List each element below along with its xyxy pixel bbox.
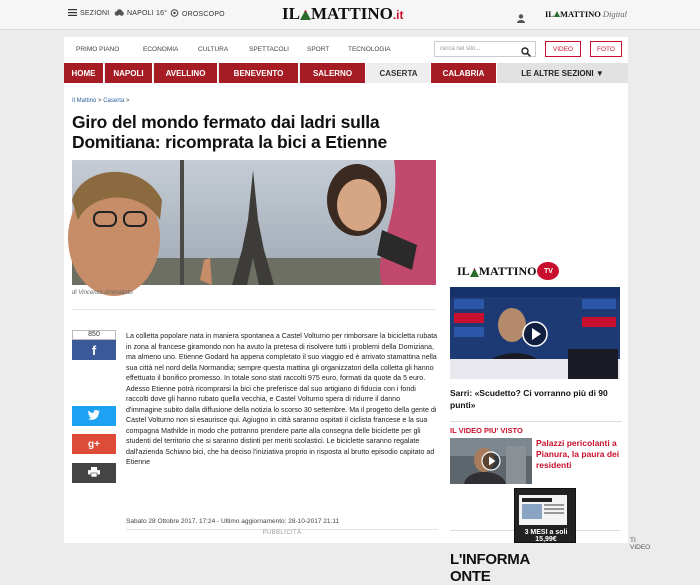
search-icon[interactable] (521, 44, 531, 62)
share-count: 850 (72, 330, 116, 340)
tv-logo-word: MATTINO (478, 263, 537, 278)
logo-suffix: .it (392, 8, 404, 22)
newspaper-icon (519, 495, 567, 525)
logo-word: MATTINO (310, 4, 393, 23)
video-title[interactable]: Sarri: «Scudetto? Ci vorranno più di 90 punti» (450, 388, 608, 410)
cloud-icon (114, 9, 124, 18)
digital-logo[interactable] (545, 9, 627, 19)
breadcrumb-trail: > (125, 98, 130, 104)
ad-banner-text[interactable] (450, 551, 628, 585)
logo-prefix: IL (282, 4, 300, 23)
nav-avellino[interactable]: AVELLINO (154, 63, 218, 83)
breadcrumb-separator: > (98, 98, 102, 104)
horoscope-label: OROSCOPO (182, 10, 225, 18)
facebook-share-button[interactable] (72, 340, 116, 360)
twitter-icon (88, 407, 100, 425)
secnav-item-primo-piano[interactable]: PRIMO PIANO (76, 46, 120, 53)
digital-prefix: IL (545, 9, 554, 19)
search-input[interactable]: cerca nel sito... (440, 46, 481, 52)
secnav-item-economia[interactable]: ECONOMIA (143, 46, 179, 53)
featured-video-thumbnail[interactable] (450, 438, 532, 484)
secnav-item-sport[interactable]: SPORT (307, 46, 330, 53)
googleplus-share-button[interactable] (72, 434, 116, 454)
sections-label: SEZIONI (80, 10, 110, 17)
promo-price: 3 MESI a soli 15,99€ (524, 529, 568, 543)
nav-benevento[interactable]: BENEVENTO (219, 63, 299, 83)
weather-link[interactable] (114, 9, 167, 18)
most-viewed-heading: IL VIDEO PIU' VISTO (450, 426, 523, 435)
video-player[interactable] (450, 287, 620, 379)
video-button[interactable]: VIDEO (545, 41, 581, 57)
nav-caserta[interactable]: CASERTA (367, 63, 431, 83)
subscription-promo[interactable] (514, 488, 576, 543)
ad-text-right: ONTE (450, 568, 491, 585)
twitter-share-button[interactable] (72, 406, 116, 426)
article-date: Sabato 28 Ottobre 2017, 17:24 - Ultimo aggiornamento: 28-10-2017 21:11 (126, 518, 340, 525)
foto-button[interactable]: FOTO (590, 41, 622, 57)
article-photo[interactable] (72, 160, 436, 285)
video-label: TI VIDEO (630, 537, 651, 551)
play-icon[interactable] (522, 321, 548, 352)
vesuvius-icon (300, 5, 311, 17)
sections-menu[interactable] (68, 9, 109, 18)
horoscope-icon (170, 9, 179, 19)
breadcrumb-section[interactable]: Caserta (103, 98, 125, 104)
ad-text-left: L'INFORMA (450, 551, 531, 568)
horoscope-link[interactable] (170, 9, 225, 19)
user-icon[interactable] (517, 10, 525, 28)
divider (72, 309, 436, 310)
main-nav (64, 63, 628, 83)
featured-video-title[interactable]: Palazzi pericolanti a Pianura, la paura dei residenti (536, 438, 620, 470)
digital-word: MATTINO (559, 9, 601, 19)
secnav-item-spettacoli[interactable]: SPETTACOLI (249, 46, 289, 53)
top-bar (0, 0, 700, 30)
article-body: La colletta popolare nata in maniera spontanea a Castel Volturno per rimborsare la bicicletta rubata in zona al francese giramondo non ha avuto la pretesa di risolvere tutti i problemi della Domiziana, ma almeno uno. Etienne Godard ha appena completato il suo viaggio ed è arrivato stamattina nella sua città nel nord della Normandia; sempre questa mattina gli organizzatori della colletta gli hanno effettuato il bonifico promesso. In totale sono stati raccolti 975 euro, formati da quote da 5 euro. Adesso Etienne potrà ricomprarsi la bici che preferisce dal suo artigiano di fiducia con i fondi raccolti dove gli hanno rubato quella vecchia, e Castel Volturno spera di ridurre il danno d'immagine subito dalla diffusione della notizia lo scorso 30 settembre. Ma il progetto della gente di Castel Volturno non si esaurisce qui. Agiugno in città saranno ospitati il ciclista francese e la sua compagna Mathilde in modo che potranno prendere parte alla consegna delle biciclette per gli studenti del territorio che si saranno distinti per meriti scolastici. Le biciclette saranno regalate dall'azienda Schiano bici, che ha deciso l'iniziativa proprio in risposta al brutto episodio capitato ad Etienne (126, 332, 438, 466)
photo-credit: di Vincenzo Ammaliato (72, 290, 133, 296)
secnav-item-tecnologia[interactable]: TECNOLOGIA (348, 46, 391, 53)
facebook-icon: f (91, 342, 97, 358)
nav-home[interactable]: HOME (64, 63, 104, 83)
nav-calabria[interactable]: CALABRIA (431, 63, 497, 83)
secnav-item-cultura[interactable]: CULTURA (198, 46, 229, 53)
page-title: Giro del mondo fermato dai ladri sulla Domitiana: ricomprata la bici a Etienne (72, 112, 388, 152)
nav-napoli[interactable]: NAPOLI (105, 63, 153, 83)
search-box[interactable] (434, 41, 536, 57)
breadcrumb-home[interactable]: Il Mattino (72, 98, 97, 104)
tv-logo-prefix: IL (457, 263, 470, 278)
breadcrumb (72, 98, 129, 104)
tv-vesuvius-icon (470, 266, 479, 276)
digital-suffix: Digital (602, 9, 628, 19)
mattino-tv-logo[interactable] (457, 262, 559, 280)
page-container (64, 37, 651, 585)
play-icon[interactable] (481, 451, 501, 476)
print-button[interactable] (72, 463, 116, 483)
tv-badge: TV (537, 262, 559, 280)
ad-label: PUBBLICITÀ (262, 530, 302, 536)
nav-salerno[interactable]: SALERNO (300, 63, 366, 83)
divider (450, 421, 622, 422)
nav-other-sections[interactable]: LE ALTRE SEZIONI ▼ (497, 63, 628, 83)
hamburger-icon (68, 9, 77, 18)
secondary-nav (64, 37, 628, 62)
googleplus-icon: g+ (88, 438, 100, 450)
site-logo[interactable] (282, 4, 404, 24)
printer-icon (88, 464, 100, 482)
weather-label: NAPOLI 16° (127, 10, 168, 17)
